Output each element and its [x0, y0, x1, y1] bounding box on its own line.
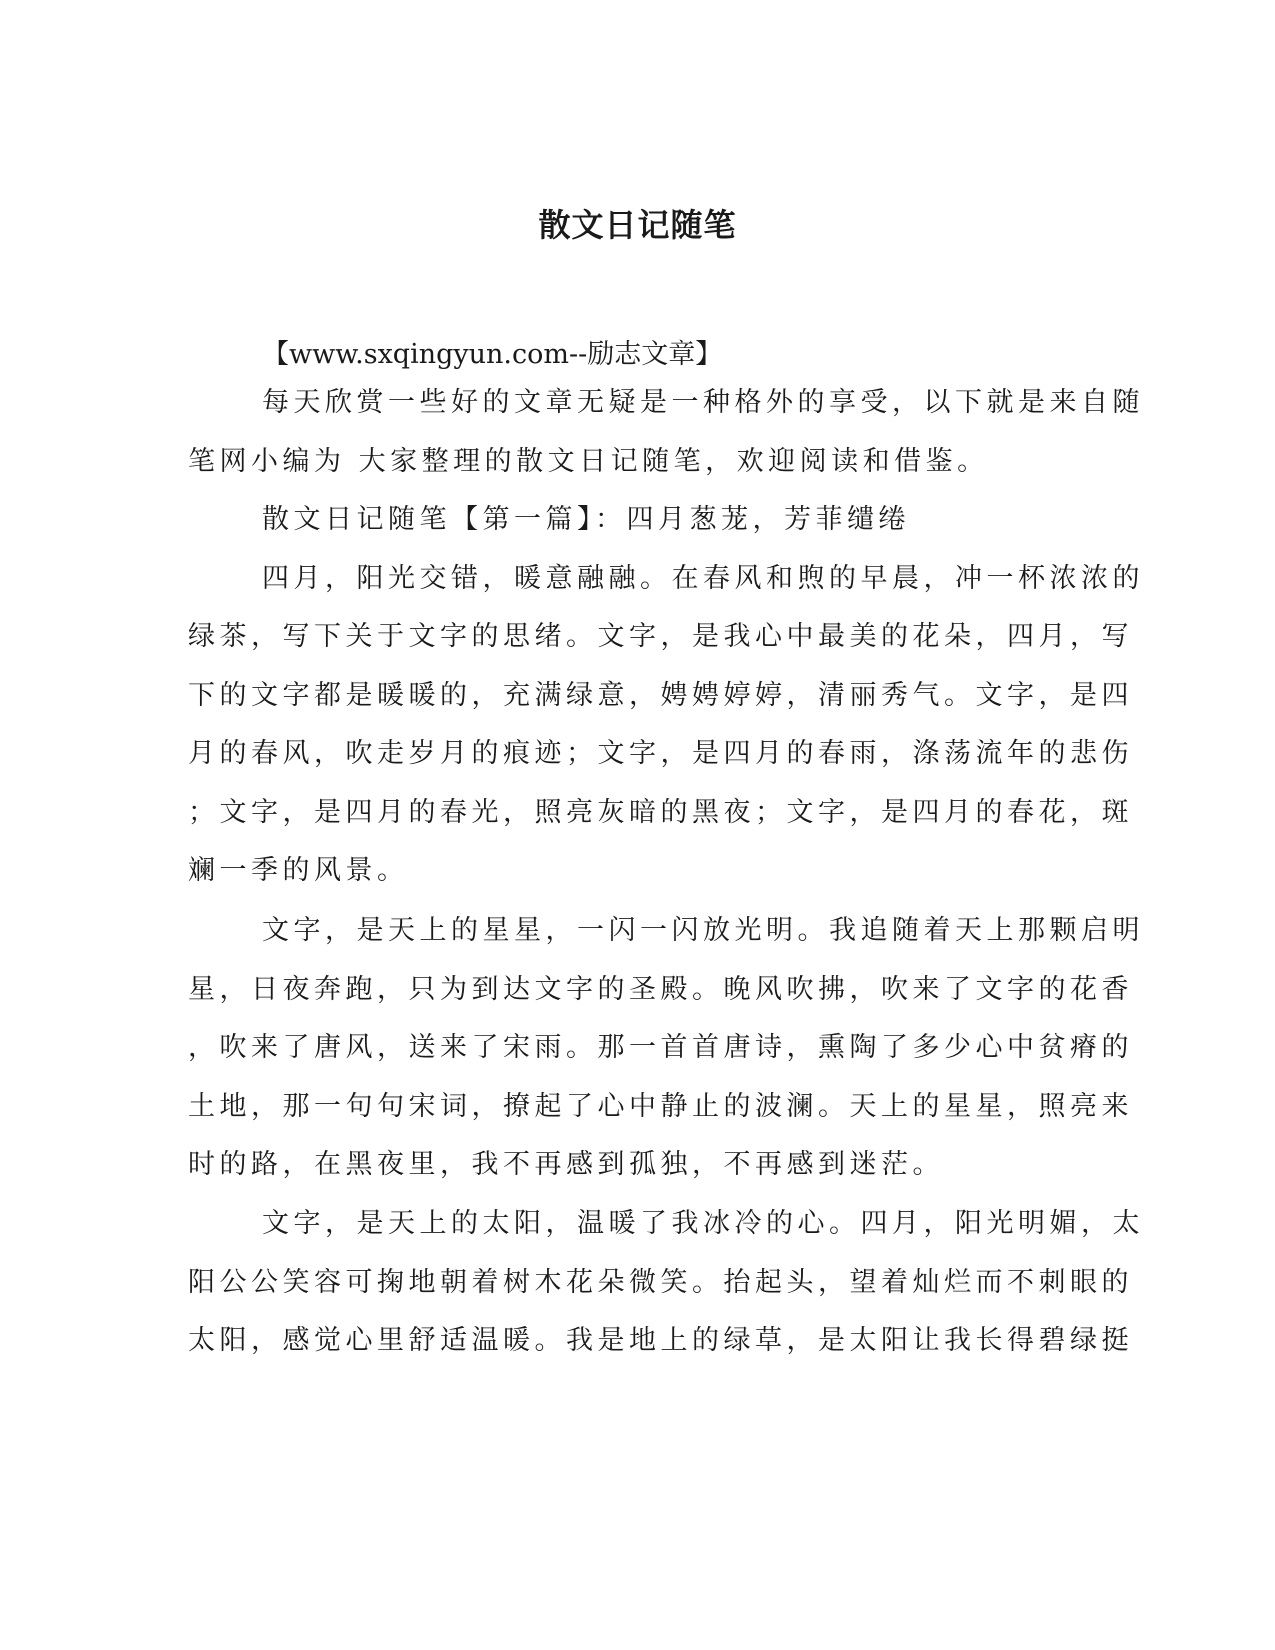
body-line: 土地，那一句句宋词，撩起了心中静止的波澜。天上的星星，照亮来 [188, 1091, 1133, 1122]
body-line: 星，日夜奔跑，只为到达文字的圣殿。晚风吹拂，吹来了文字的花香 [188, 974, 1133, 1005]
body-line: 时的路，在黑夜里，我不再感到孤独，不再感到迷茫。 [188, 1149, 944, 1180]
page-title: 散文日记随笔 [538, 206, 737, 244]
body-line: 下的文字都是暖暖的，充满绿意，娉娉婷婷，清丽秀气。文字，是四 [188, 680, 1133, 711]
body-line: 太阳，感觉心里舒适温暖。我是地上的绿草，是太阳让我长得碧绿挺 [188, 1325, 1133, 1356]
body-line: ，吹来了唐风，送来了宋雨。那一首首唐诗，熏陶了多少心中贫瘠的 [188, 1032, 1133, 1063]
source-tag: 【www.sxqingyun.com--励志文章】 [262, 339, 723, 370]
body-line: 文字，是天上的太阳，温暖了我冰冷的心。四月，阳光明媚，太 [262, 1208, 1144, 1239]
body-line: 笔网小编为 大家整理的散文日记随笔，欢迎阅读和借鉴。 [188, 446, 989, 477]
section-heading: 散文日记随笔【第一篇】：四月葱茏，芳菲缱绻 [262, 504, 910, 535]
body-line: 阳公公笑容可掬地朝着树木花朵微笑。抬起头，望着灿烂而不刺眼的 [188, 1267, 1133, 1298]
body-line: 四月，阳光交错，暖意融融。在春风和煦的早晨，冲一杯浓浓的 [262, 563, 1144, 594]
body-line: 绿茶，写下关于文字的思绪。文字，是我心中最美的花朵，四月，写 [188, 621, 1133, 652]
body-line: 月的春风，吹走岁月的痕迹；文字，是四月的春雨，涤荡流年的悲伤 [188, 738, 1133, 769]
body-line: 斓一季的风景。 [188, 855, 409, 886]
body-line: 每天欣赏一些好的文章无疑是一种格外的享受，以下就是来自随 [262, 387, 1144, 418]
body-line: 文字，是天上的星星，一闪一闪放光明。我追随着天上那颗启明 [262, 915, 1144, 946]
body-line: ；文字，是四月的春光，照亮灰暗的黑夜；文字，是四月的春花，斑 [188, 797, 1133, 828]
